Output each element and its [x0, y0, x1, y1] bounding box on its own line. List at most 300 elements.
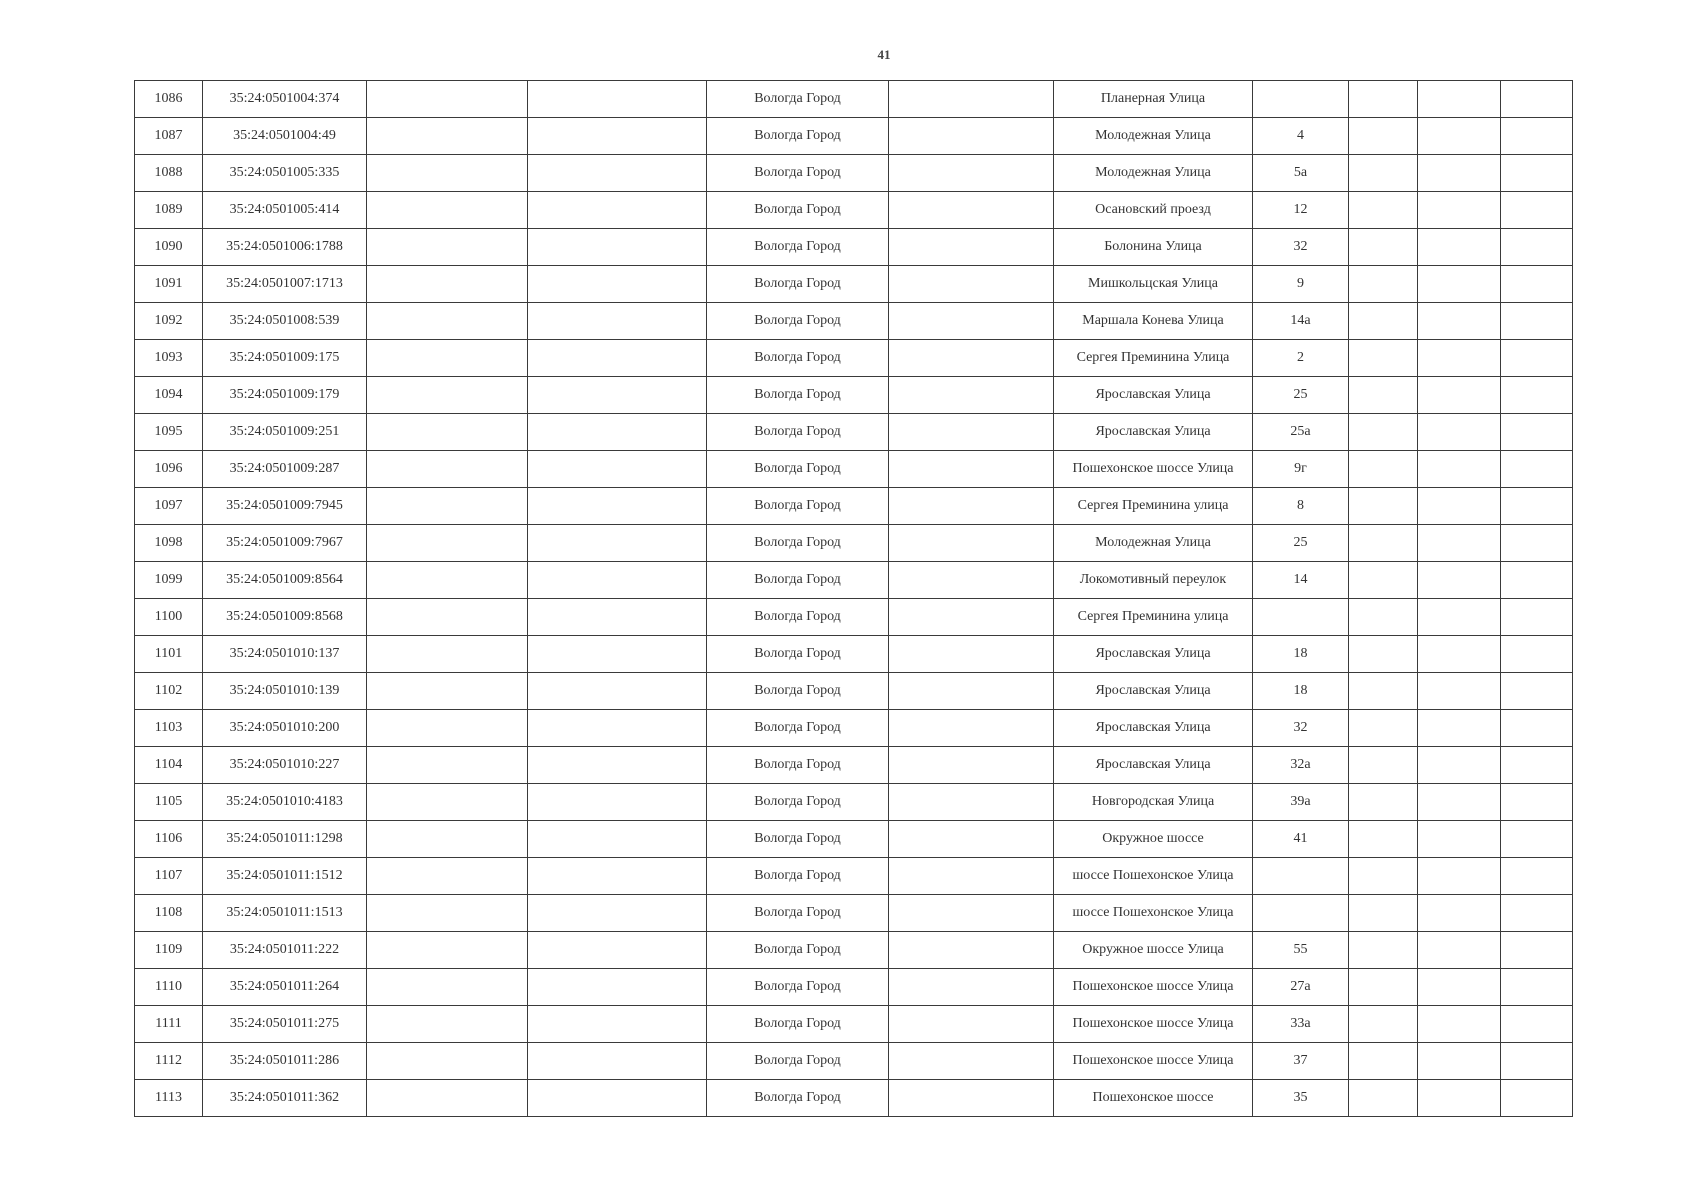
cadastral-number-cell: 35:24:0501011:1512 [203, 858, 367, 895]
empty-cell [1349, 932, 1418, 969]
empty-cell [1501, 747, 1573, 784]
empty-cell [1501, 192, 1573, 229]
house-number-cell: 9 [1253, 266, 1349, 303]
empty-cell [889, 562, 1054, 599]
empty-cell [1501, 1006, 1573, 1043]
empty-cell [1349, 488, 1418, 525]
empty-cell [1418, 599, 1501, 636]
empty-cell [1349, 192, 1418, 229]
empty-cell [528, 821, 707, 858]
empty-cell [1501, 821, 1573, 858]
city-cell: Вологда Город [707, 895, 889, 932]
empty-cell [528, 1043, 707, 1080]
empty-cell [1501, 525, 1573, 562]
cadastral-number-cell: 35:24:0501011:362 [203, 1080, 367, 1117]
cadastral-number-cell: 35:24:0501010:139 [203, 673, 367, 710]
empty-cell [889, 858, 1054, 895]
street-cell: Болонина Улица [1054, 229, 1253, 266]
empty-cell [528, 414, 707, 451]
row-number-cell: 1111 [135, 1006, 203, 1043]
row-number-cell: 1088 [135, 155, 203, 192]
empty-cell [1418, 932, 1501, 969]
empty-cell [1418, 525, 1501, 562]
empty-cell [1349, 81, 1418, 118]
table-row [135, 1043, 1573, 1080]
house-number-cell: 5а [1253, 155, 1349, 192]
empty-cell [367, 562, 528, 599]
empty-cell [1349, 1006, 1418, 1043]
empty-cell [528, 266, 707, 303]
empty-cell [889, 303, 1054, 340]
cadastral-number-cell: 35:24:0501009:7945 [203, 488, 367, 525]
empty-cell [1349, 414, 1418, 451]
row-number-cell: 1094 [135, 377, 203, 414]
city-cell: Вологда Город [707, 1080, 889, 1117]
registry-rows [135, 81, 1573, 1117]
empty-cell [1501, 377, 1573, 414]
empty-cell [1501, 858, 1573, 895]
table-row [135, 377, 1573, 414]
empty-cell [1349, 969, 1418, 1006]
table-row [135, 895, 1573, 932]
empty-cell [889, 192, 1054, 229]
city-cell: Вологда Город [707, 747, 889, 784]
table-row [135, 229, 1573, 266]
empty-cell [367, 414, 528, 451]
row-number-cell: 1092 [135, 303, 203, 340]
empty-cell [1349, 636, 1418, 673]
empty-cell [1349, 747, 1418, 784]
house-number-cell [1253, 81, 1349, 118]
empty-cell [528, 562, 707, 599]
empty-cell [367, 81, 528, 118]
city-cell: Вологда Город [707, 821, 889, 858]
empty-cell [889, 340, 1054, 377]
empty-cell [528, 636, 707, 673]
empty-cell [528, 673, 707, 710]
empty-cell [1349, 229, 1418, 266]
street-cell: шоссе Пошехонское Улица [1054, 895, 1253, 932]
empty-cell [1349, 784, 1418, 821]
empty-cell [528, 784, 707, 821]
empty-cell [889, 525, 1054, 562]
row-number-cell: 1107 [135, 858, 203, 895]
cadastral-number-cell: 35:24:0501009:251 [203, 414, 367, 451]
empty-cell [1501, 488, 1573, 525]
row-number-cell: 1113 [135, 1080, 203, 1117]
empty-cell [528, 969, 707, 1006]
table-row [135, 673, 1573, 710]
cadastral-number-cell: 35:24:0501011:222 [203, 932, 367, 969]
street-cell: Ярославская Улица [1054, 636, 1253, 673]
empty-cell [889, 821, 1054, 858]
empty-cell [889, 747, 1054, 784]
empty-cell [1418, 377, 1501, 414]
city-cell: Вологда Город [707, 414, 889, 451]
city-cell: Вологда Город [707, 599, 889, 636]
page-number: 41 [877, 47, 891, 62]
house-number-cell: 41 [1253, 821, 1349, 858]
cadastral-number-cell: 35:24:0501009:179 [203, 377, 367, 414]
empty-cell [528, 932, 707, 969]
house-number-cell: 55 [1253, 932, 1349, 969]
table-row [135, 340, 1573, 377]
city-cell: Вологда Город [707, 858, 889, 895]
row-number-cell: 1096 [135, 451, 203, 488]
empty-cell [367, 155, 528, 192]
house-number-cell: 4 [1253, 118, 1349, 155]
table-row [135, 1080, 1573, 1117]
cadastral-number-cell: 35:24:0501006:1788 [203, 229, 367, 266]
street-cell: Ярославская Улица [1054, 747, 1253, 784]
empty-cell [367, 340, 528, 377]
empty-cell [1418, 858, 1501, 895]
street-cell: Планерная Улица [1054, 81, 1253, 118]
empty-cell [1349, 155, 1418, 192]
house-number-cell: 18 [1253, 636, 1349, 673]
empty-cell [1418, 895, 1501, 932]
empty-cell [1349, 562, 1418, 599]
table-row [135, 488, 1573, 525]
empty-cell [1501, 710, 1573, 747]
empty-cell [1418, 340, 1501, 377]
empty-cell [1501, 1080, 1573, 1117]
empty-cell [1418, 784, 1501, 821]
empty-cell [1349, 599, 1418, 636]
table-row [135, 710, 1573, 747]
empty-cell [1501, 81, 1573, 118]
empty-cell [889, 969, 1054, 1006]
city-cell: Вологда Город [707, 118, 889, 155]
street-cell: Пошехонское шоссе Улица [1054, 969, 1253, 1006]
cadastral-number-cell: 35:24:0501011:275 [203, 1006, 367, 1043]
table-row [135, 303, 1573, 340]
empty-cell [528, 710, 707, 747]
street-cell: шоссе Пошехонское Улица [1054, 858, 1253, 895]
empty-cell [1418, 118, 1501, 155]
row-number-cell: 1108 [135, 895, 203, 932]
empty-cell [367, 1043, 528, 1080]
empty-cell [889, 1080, 1054, 1117]
empty-cell [367, 747, 528, 784]
city-cell: Вологда Город [707, 562, 889, 599]
empty-cell [1501, 118, 1573, 155]
street-cell: Пошехонское шоссе [1054, 1080, 1253, 1117]
city-cell: Вологда Город [707, 1006, 889, 1043]
city-cell: Вологда Город [707, 451, 889, 488]
empty-cell [889, 229, 1054, 266]
house-number-cell: 33а [1253, 1006, 1349, 1043]
empty-cell [367, 599, 528, 636]
row-number-cell: 1110 [135, 969, 203, 1006]
empty-cell [1349, 451, 1418, 488]
cadastral-number-cell: 35:24:0501011:1298 [203, 821, 367, 858]
empty-cell [889, 118, 1054, 155]
empty-cell [367, 118, 528, 155]
city-cell: Вологда Город [707, 377, 889, 414]
empty-cell [1349, 858, 1418, 895]
row-number-cell: 1100 [135, 599, 203, 636]
empty-cell [889, 266, 1054, 303]
house-number-cell: 25 [1253, 525, 1349, 562]
empty-cell [367, 266, 528, 303]
empty-cell [1418, 155, 1501, 192]
empty-cell [1501, 673, 1573, 710]
empty-cell [528, 599, 707, 636]
table-row [135, 266, 1573, 303]
house-number-cell: 39а [1253, 784, 1349, 821]
city-cell: Вологда Город [707, 784, 889, 821]
house-number-cell [1253, 858, 1349, 895]
empty-cell [528, 1080, 707, 1117]
empty-cell [1418, 710, 1501, 747]
street-cell: Пошехонское шоссе Улица [1054, 1043, 1253, 1080]
street-cell: Мишкольцская Улица [1054, 266, 1253, 303]
street-cell: Сергея Преминина улица [1054, 599, 1253, 636]
cadastral-number-cell: 35:24:0501009:7967 [203, 525, 367, 562]
table-row [135, 599, 1573, 636]
house-number-cell: 18 [1253, 673, 1349, 710]
empty-cell [1501, 784, 1573, 821]
empty-cell [1418, 673, 1501, 710]
cadastral-number-cell: 35:24:0501010:227 [203, 747, 367, 784]
cadastral-number-cell: 35:24:0501009:8564 [203, 562, 367, 599]
street-cell: Сергея Преминина Улица [1054, 340, 1253, 377]
cadastral-number-cell: 35:24:0501005:414 [203, 192, 367, 229]
street-cell: Ярославская Улица [1054, 377, 1253, 414]
empty-cell [528, 340, 707, 377]
empty-cell [528, 895, 707, 932]
row-number-cell: 1106 [135, 821, 203, 858]
table-row [135, 821, 1573, 858]
empty-cell [367, 636, 528, 673]
row-number-cell: 1087 [135, 118, 203, 155]
cadastral-number-cell: 35:24:0501011:286 [203, 1043, 367, 1080]
empty-cell [1501, 599, 1573, 636]
cadastral-number-cell: 35:24:0501004:374 [203, 81, 367, 118]
empty-cell [1418, 81, 1501, 118]
empty-cell [367, 303, 528, 340]
empty-cell [528, 747, 707, 784]
city-cell: Вологда Город [707, 932, 889, 969]
empty-cell [1349, 673, 1418, 710]
cadastral-number-cell: 35:24:0501008:539 [203, 303, 367, 340]
empty-cell [528, 229, 707, 266]
table-row [135, 562, 1573, 599]
empty-cell [1418, 1043, 1501, 1080]
empty-cell [1418, 1080, 1501, 1117]
empty-cell [1418, 414, 1501, 451]
cadastral-number-cell: 35:24:0501010:4183 [203, 784, 367, 821]
empty-cell [889, 1006, 1054, 1043]
empty-cell [528, 303, 707, 340]
empty-cell [367, 488, 528, 525]
house-number-cell: 9г [1253, 451, 1349, 488]
empty-cell [1501, 414, 1573, 451]
empty-cell [1349, 266, 1418, 303]
table-row [135, 636, 1573, 673]
empty-cell [1349, 1080, 1418, 1117]
street-cell: Ярославская Улица [1054, 673, 1253, 710]
cadastral-number-cell: 35:24:0501010:200 [203, 710, 367, 747]
table-row [135, 451, 1573, 488]
house-number-cell: 35 [1253, 1080, 1349, 1117]
city-cell: Вологда Город [707, 266, 889, 303]
table-row [135, 858, 1573, 895]
empty-cell [528, 155, 707, 192]
house-number-cell: 25а [1253, 414, 1349, 451]
house-number-cell: 37 [1253, 1043, 1349, 1080]
empty-cell [367, 377, 528, 414]
street-cell: Новгородская Улица [1054, 784, 1253, 821]
city-cell: Вологда Город [707, 488, 889, 525]
table-row [135, 192, 1573, 229]
empty-cell [528, 525, 707, 562]
empty-cell [889, 451, 1054, 488]
street-cell: Ярославская Улица [1054, 710, 1253, 747]
empty-cell [367, 192, 528, 229]
empty-cell [1501, 895, 1573, 932]
house-number-cell: 27а [1253, 969, 1349, 1006]
city-cell: Вологда Город [707, 525, 889, 562]
cadastral-number-cell: 35:24:0501004:49 [203, 118, 367, 155]
city-cell: Вологда Город [707, 229, 889, 266]
empty-cell [1501, 451, 1573, 488]
empty-cell [1418, 266, 1501, 303]
empty-cell [1349, 821, 1418, 858]
empty-cell [1349, 377, 1418, 414]
table-row [135, 118, 1573, 155]
house-number-cell: 14 [1253, 562, 1349, 599]
house-number-cell: 32 [1253, 229, 1349, 266]
street-cell: Окружное шоссе Улица [1054, 932, 1253, 969]
row-number-cell: 1104 [135, 747, 203, 784]
empty-cell [1501, 932, 1573, 969]
house-number-cell [1253, 599, 1349, 636]
empty-cell [889, 673, 1054, 710]
empty-cell [367, 229, 528, 266]
empty-cell [889, 1043, 1054, 1080]
empty-cell [528, 451, 707, 488]
city-cell: Вологда Город [707, 673, 889, 710]
empty-cell [1501, 340, 1573, 377]
empty-cell [528, 192, 707, 229]
city-cell: Вологда Город [707, 340, 889, 377]
house-number-cell: 2 [1253, 340, 1349, 377]
empty-cell [1418, 229, 1501, 266]
empty-cell [1501, 266, 1573, 303]
empty-cell [1418, 562, 1501, 599]
street-cell: Локомотивный переулок [1054, 562, 1253, 599]
street-cell: Осановский проезд [1054, 192, 1253, 229]
empty-cell [1349, 895, 1418, 932]
empty-cell [1501, 155, 1573, 192]
street-cell: Сергея Преминина улица [1054, 488, 1253, 525]
row-number-cell: 1105 [135, 784, 203, 821]
empty-cell [367, 932, 528, 969]
registry-table [134, 80, 1573, 1117]
street-cell: Пошехонское шоссе Улица [1054, 451, 1253, 488]
cadastral-number-cell: 35:24:0501007:1713 [203, 266, 367, 303]
empty-cell [1418, 821, 1501, 858]
empty-cell [1349, 340, 1418, 377]
empty-cell [1418, 303, 1501, 340]
city-cell: Вологда Город [707, 1043, 889, 1080]
row-number-cell: 1091 [135, 266, 203, 303]
empty-cell [889, 784, 1054, 821]
empty-cell [889, 155, 1054, 192]
cadastral-number-cell: 35:24:0501009:8568 [203, 599, 367, 636]
empty-cell [367, 969, 528, 1006]
street-cell: Молодежная Улица [1054, 155, 1253, 192]
empty-cell [1501, 1043, 1573, 1080]
row-number-cell: 1086 [135, 81, 203, 118]
empty-cell [1349, 710, 1418, 747]
table-row [135, 414, 1573, 451]
empty-cell [889, 377, 1054, 414]
empty-cell [889, 710, 1054, 747]
street-cell: Молодежная Улица [1054, 118, 1253, 155]
empty-cell [1501, 636, 1573, 673]
empty-cell [528, 81, 707, 118]
empty-cell [1501, 229, 1573, 266]
empty-cell [367, 451, 528, 488]
empty-cell [1349, 1043, 1418, 1080]
empty-cell [889, 636, 1054, 673]
street-cell: Ярославская Улица [1054, 414, 1253, 451]
row-number-cell: 1098 [135, 525, 203, 562]
cadastral-number-cell: 35:24:0501011:1513 [203, 895, 367, 932]
table-row [135, 969, 1573, 1006]
empty-cell [1349, 118, 1418, 155]
empty-cell [528, 858, 707, 895]
house-number-cell: 14а [1253, 303, 1349, 340]
street-cell: Маршала Конева Улица [1054, 303, 1253, 340]
street-cell: Пошехонское шоссе Улица [1054, 1006, 1253, 1043]
empty-cell [1418, 969, 1501, 1006]
empty-cell [528, 1006, 707, 1043]
empty-cell [1501, 303, 1573, 340]
empty-cell [889, 932, 1054, 969]
city-cell: Вологда Город [707, 303, 889, 340]
empty-cell [1418, 451, 1501, 488]
city-cell: Вологда Город [707, 636, 889, 673]
table-row [135, 932, 1573, 969]
empty-cell [367, 1006, 528, 1043]
table-row [135, 155, 1573, 192]
empty-cell [367, 710, 528, 747]
empty-cell [1418, 1006, 1501, 1043]
row-number-cell: 1103 [135, 710, 203, 747]
empty-cell [367, 858, 528, 895]
house-number-cell: 12 [1253, 192, 1349, 229]
cadastral-number-cell: 35:24:0501009:175 [203, 340, 367, 377]
empty-cell [367, 525, 528, 562]
empty-cell [1349, 525, 1418, 562]
cadastral-number-cell: 35:24:0501010:137 [203, 636, 367, 673]
row-number-cell: 1102 [135, 673, 203, 710]
city-cell: Вологда Город [707, 192, 889, 229]
empty-cell [1418, 747, 1501, 784]
row-number-cell: 1089 [135, 192, 203, 229]
table-row [135, 525, 1573, 562]
empty-cell [889, 599, 1054, 636]
empty-cell [367, 784, 528, 821]
row-number-cell: 1101 [135, 636, 203, 673]
empty-cell [1349, 303, 1418, 340]
house-number-cell: 25 [1253, 377, 1349, 414]
city-cell: Вологда Город [707, 969, 889, 1006]
